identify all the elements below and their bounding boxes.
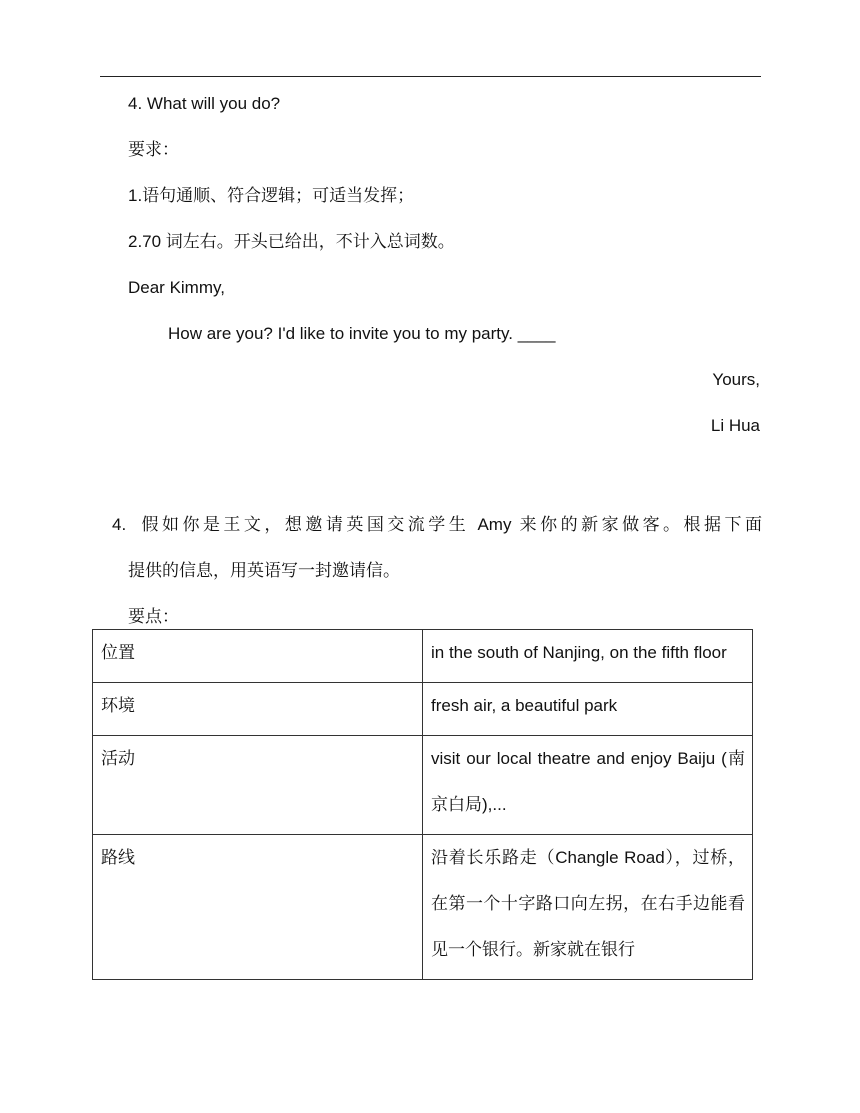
prompt-line-1: 4. 假如你是王文，想邀请英国交流学生 Amy 来你的新家做客。根据下面	[112, 502, 762, 548]
row-key: 路线	[93, 835, 423, 980]
row-key: 环境	[93, 683, 423, 736]
table-row	[93, 835, 753, 980]
row-value: visit our local theatre and enjoy Baiju (南京白局),...	[423, 736, 753, 835]
requirement-1: 1.语句通顺、符合逻辑；可适当发挥；	[128, 186, 415, 205]
row-value: fresh air, a beautiful park	[423, 683, 753, 736]
prompt-line-2: 提供的信息，用英语写一封邀请信。	[128, 561, 400, 580]
question-number: 4.	[112, 515, 127, 534]
letter-salutation: Dear Kimmy,	[128, 278, 225, 297]
row-value: 沿着长乐路走（Changle Road），过桥，在第一个十字路口向左拐，在右手边能看见一个银行。新家就在银行	[423, 835, 753, 980]
table-row	[93, 683, 753, 736]
table-row	[93, 736, 753, 835]
letter-body: How are you? I'd like to invite you to my party. ____	[168, 324, 556, 343]
letter-closing: Yours,	[712, 370, 760, 389]
header-rule	[100, 76, 761, 77]
info-table	[92, 629, 753, 980]
table-row	[93, 630, 753, 683]
row-key: 活动	[93, 736, 423, 835]
requirement-2: 2.70 词左右。开头已给出，不计入总词数。	[128, 232, 455, 251]
row-value: in the south of Nanjing, on the fifth floor	[423, 630, 753, 683]
requirements-label: 要求：	[128, 140, 179, 159]
row-key: 位置	[93, 630, 423, 683]
question-4-heading: 4. What will you do?	[128, 94, 281, 113]
question-4-prompt	[112, 502, 762, 640]
letter-signature: Li Hua	[710, 416, 760, 435]
points-label: 要点：	[128, 607, 179, 626]
